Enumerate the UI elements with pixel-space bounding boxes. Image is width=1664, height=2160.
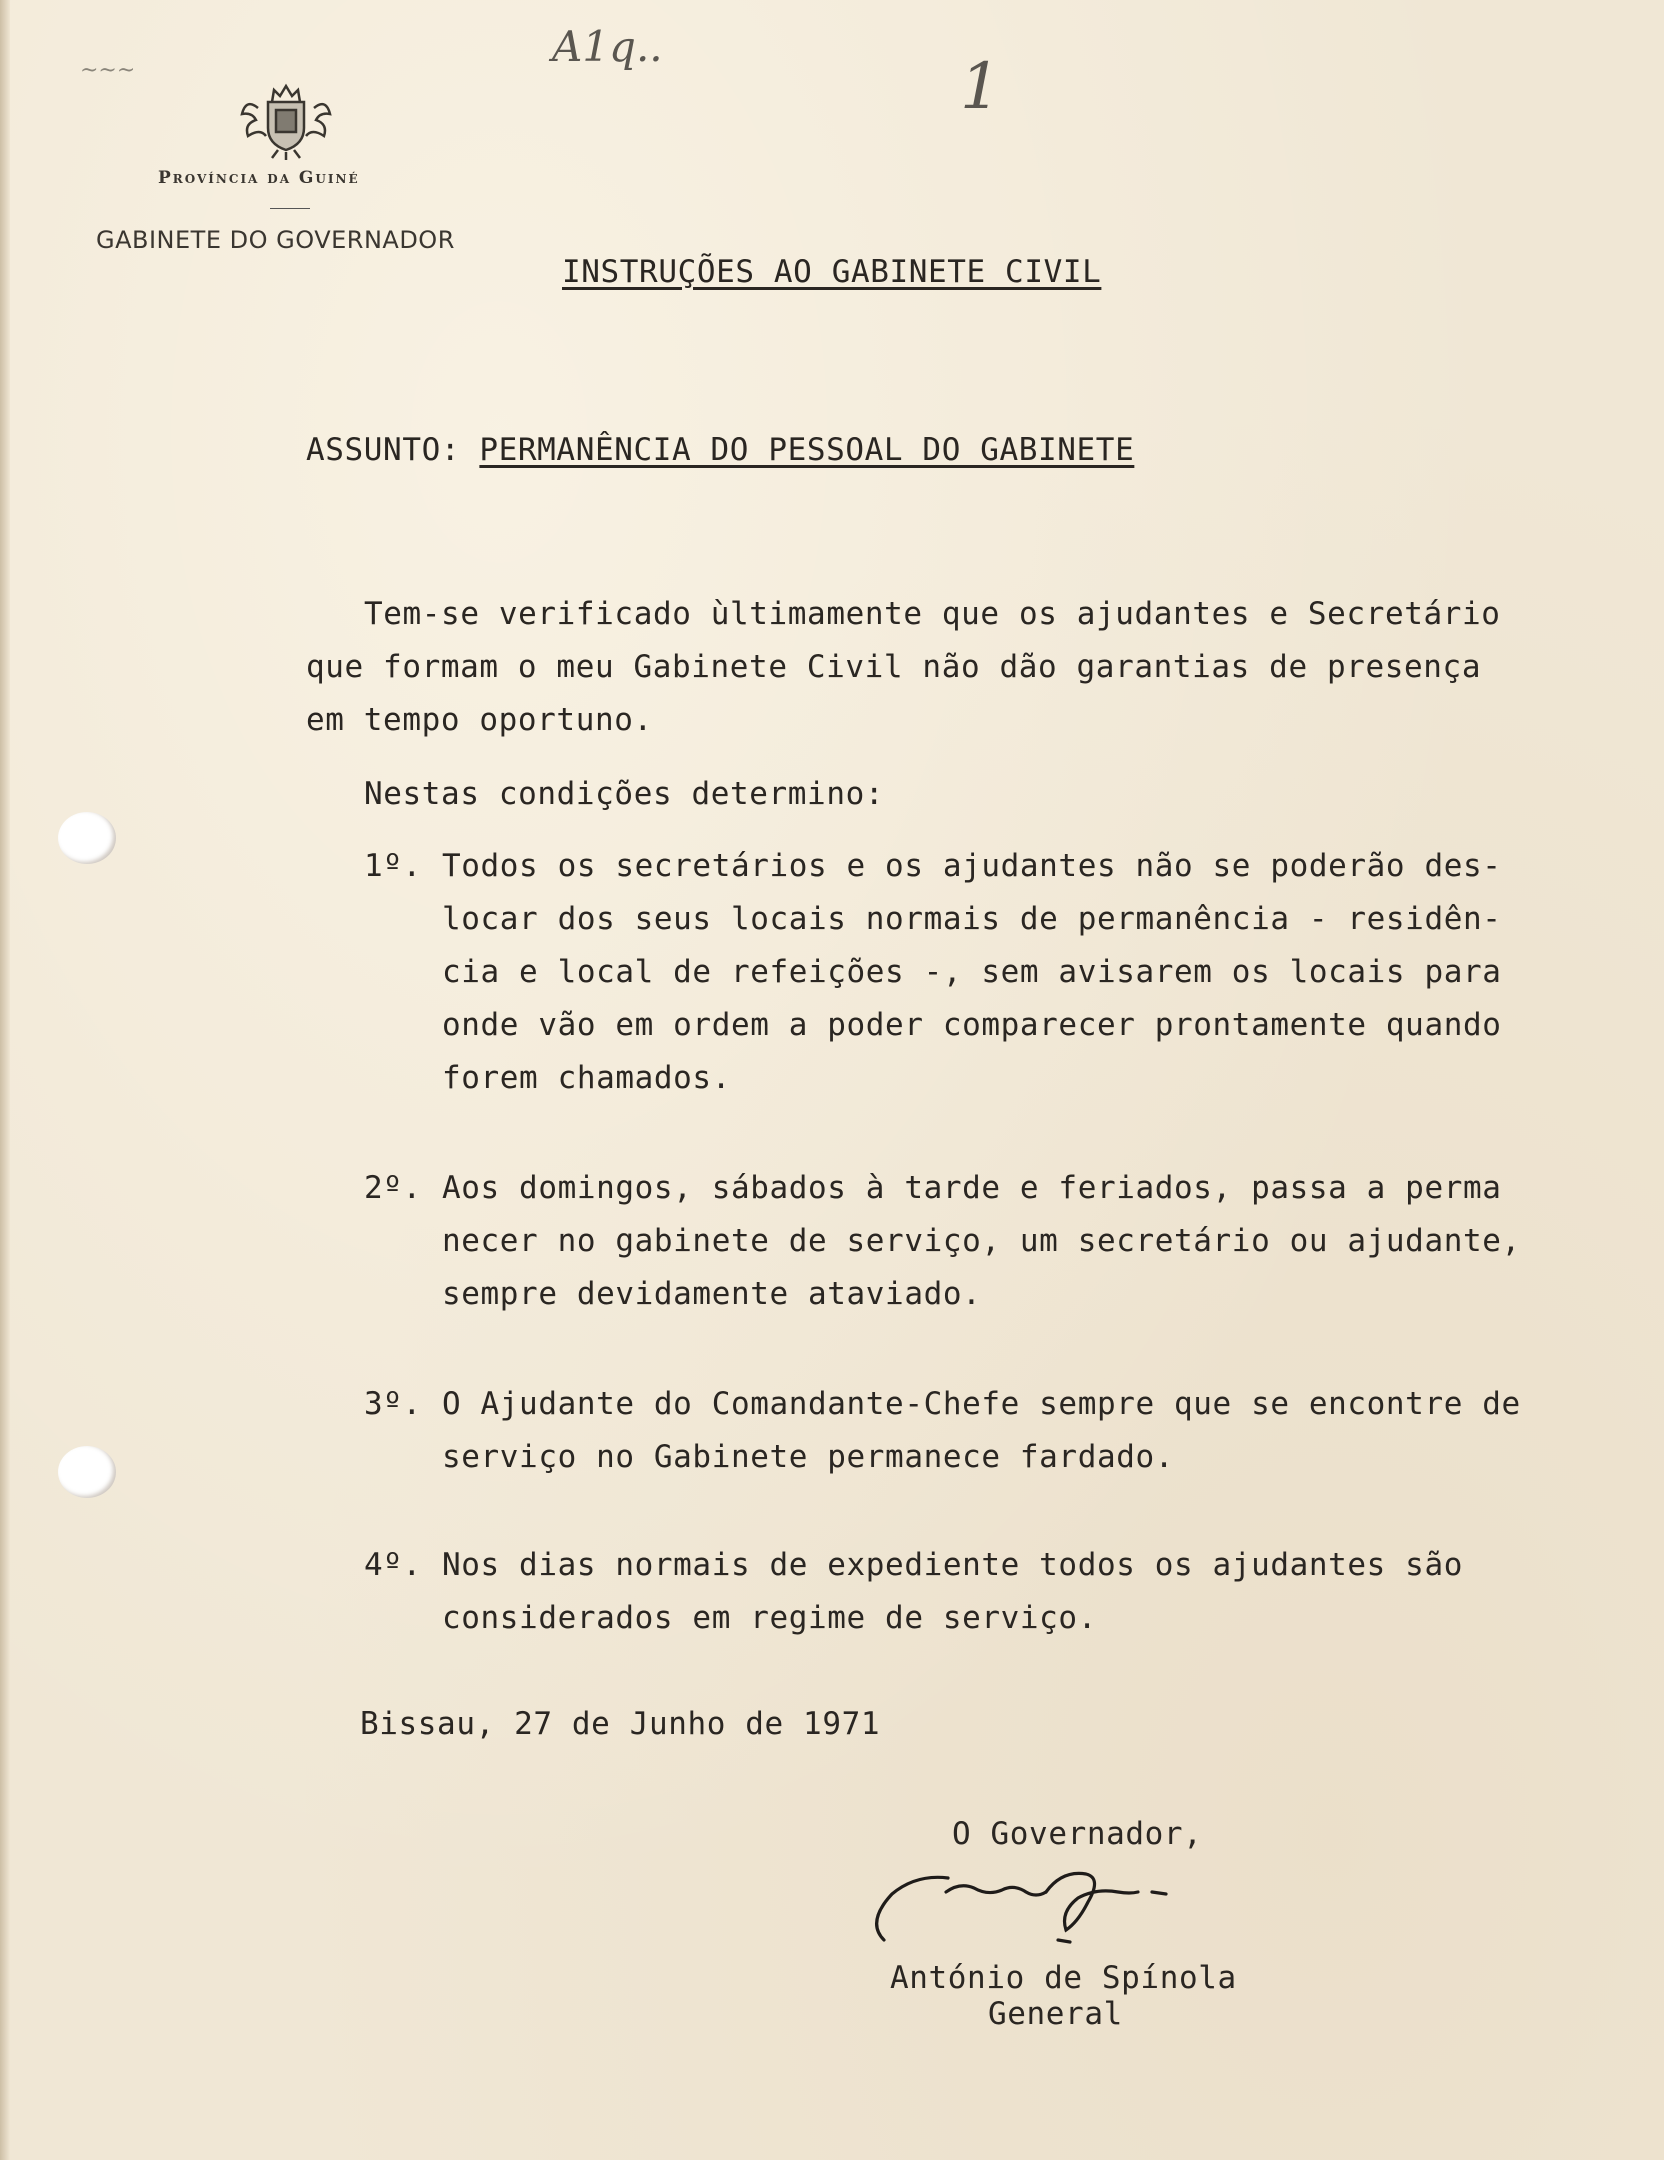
item-3-line-1: O Ajudante do Comandante-Chefe sempre que se encontre de (442, 1386, 1521, 1422)
intro-line-1: Tem-se verificado ùltimamente que os ajudantes e Secretário (364, 596, 1501, 632)
handwritten-corner-mark: ~~~ (80, 58, 136, 83)
subject-label: ASSUNTO: (306, 432, 461, 468)
item-1-number: 1º. (364, 848, 422, 884)
punch-hole-top (58, 812, 116, 864)
item-4-line-1: Nos dias normais de expediente todos os ajudantes são (442, 1547, 1463, 1583)
item-2-line-3: sempre devidamente ataviado. (442, 1276, 982, 1312)
handwritten-page-number: 1 (960, 50, 1001, 124)
punch-hole-bottom (58, 1446, 116, 1498)
item-2-number: 2º. (364, 1170, 422, 1206)
intro-line-3: em tempo oportuno. (306, 702, 653, 738)
item-2-line-2: necer no gabinete de serviço, um secretário ou ajudante, (442, 1223, 1521, 1259)
item-1-line-1: Todos os secretários e os ajudantes não se poderão des- (442, 848, 1502, 884)
item-4-line-2: considerados em regime de serviço. (442, 1600, 1097, 1636)
intro-line-2: que formam o meu Gabinete Civil não dão garantias de presença (306, 649, 1482, 685)
item-3-number: 3º. (364, 1386, 422, 1422)
document-title: INSTRUÇÕES AO GABINETE CIVIL (562, 254, 1102, 290)
item-1-line-4: onde vão em ordem a poder comparecer prontamente quando (442, 1007, 1502, 1043)
letterhead-divider (270, 208, 310, 209)
subject-value: PERMANÊNCIA DO PESSOAL DO GABINETE (479, 432, 1135, 468)
item-2-line-1: Aos domingos, sábados à tarde e feriados, passa a perma (442, 1170, 1502, 1206)
closing-line: O Governador, (952, 1816, 1203, 1852)
signatory-rank: General (988, 1996, 1123, 2032)
coat-of-arms-icon (238, 78, 334, 162)
handwritten-signature (856, 1852, 1206, 1962)
paper-edge (0, 0, 10, 2160)
determination-line: Nestas condições determino: (364, 776, 885, 812)
item-1-line-5: forem chamados. (442, 1060, 731, 1096)
item-1-line-3: cia e local de refeições -, sem avisarem os locais para (442, 954, 1502, 990)
item-4-number: 4º. (364, 1547, 422, 1583)
subject-line (306, 432, 1134, 468)
item-3-line-2: serviço no Gabinete permanece fardado. (442, 1439, 1175, 1475)
item-1-line-2: locar dos seus locais normais de permanência - residên- (442, 901, 1502, 937)
handwritten-reference: A1q.. (552, 22, 663, 71)
province-name: Província da Guiné (158, 168, 360, 188)
place-date: Bissau, 27 de Junho de 1971 (360, 1706, 881, 1742)
signatory-name: António de Spínola (890, 1960, 1237, 1996)
office-name: GABINETE DO GOVERNADOR (96, 226, 455, 254)
